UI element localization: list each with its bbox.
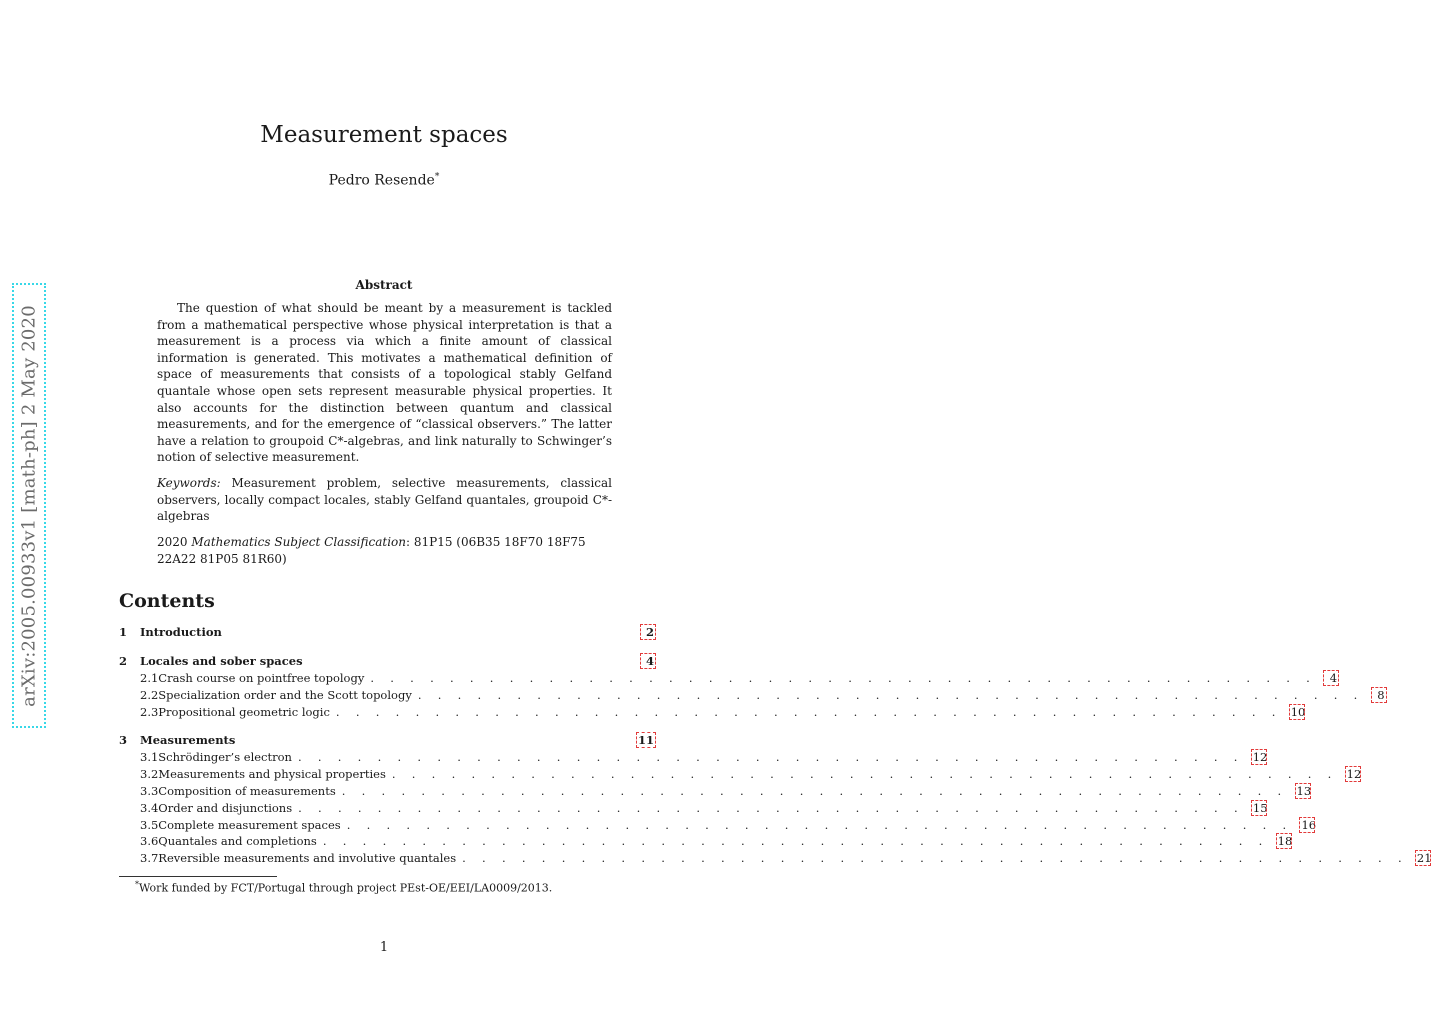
toc-section-1[interactable] xyxy=(119,625,655,642)
msc-label: Mathematics Subject Classification xyxy=(191,535,406,549)
toc-section-number: 3 xyxy=(119,733,128,748)
toc-leader-dots: . . . . . . . . . . . . . . . . . . . . . . . . . . . . . . . . . . . . . . . . . . . . . . . . xyxy=(297,750,1244,765)
toc-subsection-2.1[interactable] xyxy=(119,671,1338,688)
toc-page-link[interactable]: 4 xyxy=(1324,671,1338,685)
keywords xyxy=(157,475,612,525)
toc-leader-dots: . . . . . . . . . . . . . . . . . . . . . . . . . . . . . . . . . . . . . . . . . . . . . . . . xyxy=(370,671,1317,685)
paper-title: Measurement spaces xyxy=(260,122,508,148)
toc-page-link[interactable]: 11 xyxy=(637,733,654,748)
footnote-mark: * xyxy=(135,880,139,889)
toc-subsection-title[interactable]: Crash course on pointfree topology xyxy=(158,671,365,685)
toc-subsection-title[interactable]: Specialization order and the Scott topology xyxy=(158,687,412,702)
toc-leader-dots: . . . . . . . . . . . . . . . . . . . . . . . . . . . . . . . . . . . . . . . . . . . . . . . . xyxy=(335,704,1282,719)
toc-subsection-number: 3.5 xyxy=(140,817,159,832)
toc-page-link[interactable]: 18 xyxy=(1277,834,1293,849)
toc-subsection-title[interactable]: Schrödinger’s electron xyxy=(158,750,292,765)
keywords-label: Keywords: xyxy=(157,476,221,490)
toc-page-link[interactable]: 10 xyxy=(1290,704,1306,719)
toc-leader-dots: . . . . . . . . . . . . . . . . . . . . . . . . . . . . . . . . . . . . . . . . . . . . . . . . xyxy=(298,800,1244,815)
toc-section-number: 1 xyxy=(119,625,128,639)
toc-subsection-title[interactable]: Composition of measurements xyxy=(158,783,336,798)
toc-page-link[interactable]: 12 xyxy=(1252,750,1268,765)
toc-page-link[interactable]: 21 xyxy=(1416,851,1432,866)
toc-subsection-3.6[interactable] xyxy=(119,834,1293,851)
toc-page-link[interactable]: 15 xyxy=(1252,800,1268,815)
toc-subsection-number: 3.3 xyxy=(140,783,159,798)
toc-subsection-3.5[interactable] xyxy=(119,817,1317,835)
msc-codes: : 81P15 (06B35 18F70 18F75 22A22 81P05 81R60) xyxy=(157,535,586,566)
toc-page-link[interactable]: 8 xyxy=(1372,688,1386,702)
toc-subsection-title[interactable]: Reversible measurements and involutive quantales xyxy=(158,851,457,866)
toc-section-number: 2 xyxy=(119,654,128,668)
toc-subsection-number: 3.6 xyxy=(140,834,159,849)
author-line xyxy=(0,172,768,189)
toc-subsection-2.2[interactable] xyxy=(119,687,1385,705)
toc-leader-dots: . . . . . . . . . . . . . . . . . . . . . . . . . . . . . . . . . . . . . . . . . . . . . . . . xyxy=(341,783,1288,798)
toc-leader-dots: . . . . . . . . . . . . . . . . . . . . . . . . . . . . . . . . . . . . . . . . . . . . . . . . xyxy=(462,851,1408,866)
toc-subsection-title[interactable]: Measurements and physical properties xyxy=(158,767,386,782)
footnote xyxy=(135,880,552,895)
toc-section-title[interactable]: Measurements xyxy=(140,733,236,748)
toc-subsection-2.3[interactable] xyxy=(119,704,1306,722)
toc-page-link[interactable]: 13 xyxy=(1296,783,1312,798)
toc-subsection-number: 2.2 xyxy=(140,687,159,702)
arxiv-stamp[interactable] xyxy=(12,283,46,728)
toc-section-2[interactable] xyxy=(119,654,655,671)
arxiv-stamp-text: arXiv:2005.00933v1 [math-ph] 2 May 2020 xyxy=(18,304,40,707)
toc-section-title[interactable]: Locales and sober spaces xyxy=(140,654,303,668)
toc-subsection-3.7[interactable] xyxy=(119,851,1432,868)
toc-page-link[interactable]: 4 xyxy=(641,654,655,668)
msc-year: 2020 xyxy=(157,535,188,549)
contents-heading: Contents xyxy=(119,590,215,612)
footnote-text: Work funded by FCT/Portugal through project PEst-OE/EEI/LA0009/2013. xyxy=(139,881,553,895)
toc-subsection-number: 3.1 xyxy=(140,750,159,765)
msc-classification xyxy=(157,534,612,567)
toc-page-link[interactable]: 16 xyxy=(1301,817,1317,832)
toc-subsection-3.2[interactable] xyxy=(119,767,1362,784)
toc-subsection-number: 2.3 xyxy=(140,704,159,719)
table-of-contents xyxy=(119,625,1432,868)
toc-page-link[interactable]: 2 xyxy=(641,625,655,639)
toc-page-link[interactable]: 12 xyxy=(1346,767,1362,782)
toc-leader-dots: . . . . . . . . . . . . . . . . . . . . . . . . . . . . . . . . . . . . . . . . . . . . . . . . xyxy=(346,817,1293,832)
toc-leader-dots: . . . . . . . . . . . . . . . . . . . . . . . . . . . . . . . . . . . . . . . . . . . . . . . . xyxy=(391,767,1338,782)
toc-leader-dots: . . . . . . . . . . . . . . . . . . . . . . . . . . . . . . . . . . . . . . . . . . . . . . . . xyxy=(322,834,1269,849)
toc-subsection-number: 3.2 xyxy=(140,767,159,782)
abstract-heading: Abstract xyxy=(355,278,413,292)
toc-subsection-number: 3.4 xyxy=(140,800,159,815)
author-footnote-mark: * xyxy=(434,172,440,182)
toc-subsection-3.1[interactable] xyxy=(119,750,1268,767)
toc-subsection-number: 2.1 xyxy=(140,671,159,685)
toc-subsection-title[interactable]: Quantales and completions xyxy=(158,834,317,849)
page-number: 1 xyxy=(379,940,389,955)
toc-subsection-number: 3.7 xyxy=(140,851,159,866)
toc-subsection-3.4[interactable] xyxy=(119,800,1268,818)
keywords-text: Measurement problem, selective measurements, classical observers, locally compact locales, stably Gelfand quantales, groupoid C*-algebras xyxy=(157,476,612,524)
footnote-divider xyxy=(119,876,277,877)
toc-subsection-3.3[interactable] xyxy=(119,783,1312,801)
toc-section-title[interactable]: Introduction xyxy=(140,625,222,639)
toc-subsection-title[interactable]: Order and disjunctions xyxy=(158,800,293,815)
author-name: Pedro Resende xyxy=(328,172,435,189)
abstract-body: The question of what should be meant by a measurement is tackled from a mathematical perspective whose physical interpretation is that a measurement is a process via which a finite amount of classical information is generated. This motivates a mathematical definition of space of measurements that consists of a topological stably Gelfand quantale whose open sets represent measurable physical properties. It also accounts for the distinction between quantum and classical measurements, and for the emergence of “classical observers.” The latter have a relation to groupoid C*-algebras, and link naturally to Schwinger’s notion of selective measurement. xyxy=(157,301,612,465)
toc-section-3[interactable] xyxy=(119,733,655,750)
toc-subsection-title[interactable]: Propositional geometric logic xyxy=(158,704,330,719)
toc-subsection-title[interactable]: Complete measurement spaces xyxy=(158,817,341,832)
toc-leader-dots: . . . . . . . . . . . . . . . . . . . . . . . . . . . . . . . . . . . . . . . . . . . . . . . . xyxy=(417,687,1364,702)
